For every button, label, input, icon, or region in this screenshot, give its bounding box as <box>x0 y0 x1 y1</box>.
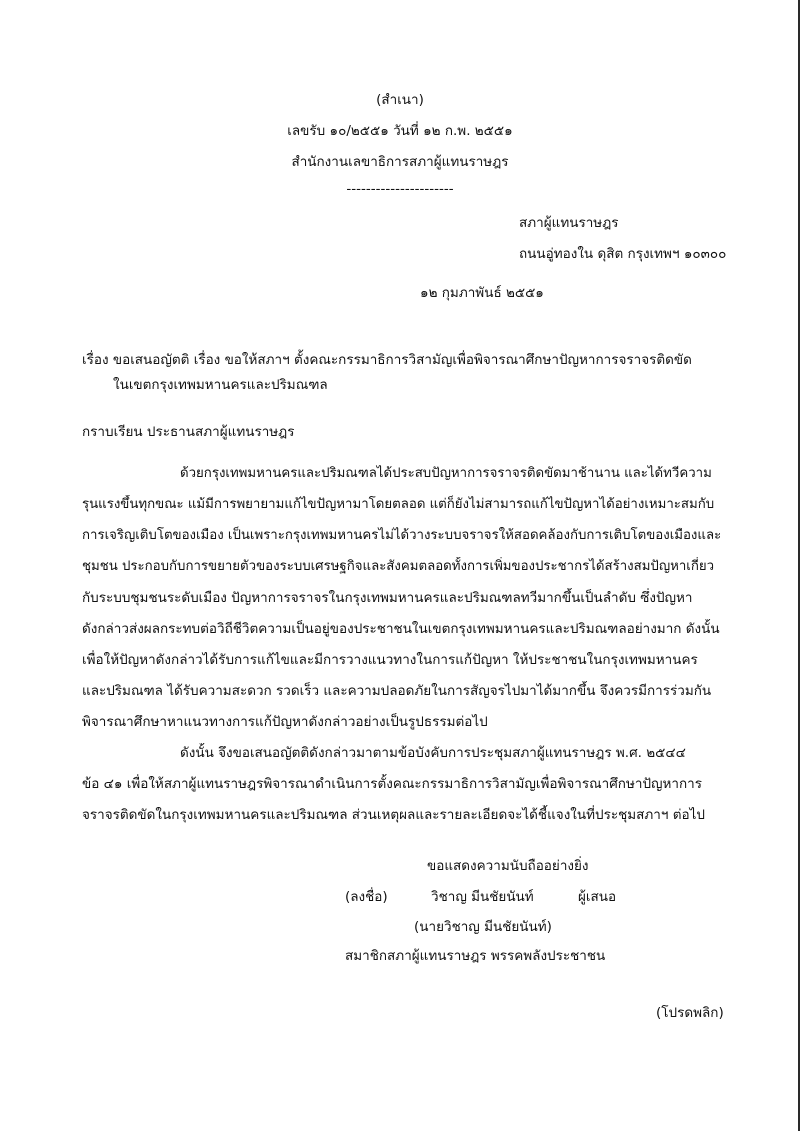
signed-label: (ลงชื่อ) <box>345 889 388 905</box>
paragraph-2-line: ดังนั้น จึงขอเสนอญัตติดังกล่าวมาตามข้อบังคับการประชุมสภาผู้แทนราษฎร พ.ศ. ๒๕๔๔ <box>180 745 686 761</box>
complimentary-close: ขอแสดงความนับถืออย่างยิ่ง <box>427 858 589 874</box>
sender-address-line2: ถนนอู่ทองใน ดุสิต กรุงเทพฯ ๑๐๓๐๐ <box>519 246 727 262</box>
paragraph-1-line: พิจารณาศึกษาหาแนวทางการแก้ปัญหาดังกล่าวอย่างเป็นรูปธรรมต่อไป <box>82 714 488 730</box>
sender-address-line1: สภาผู้แทนราษฎร <box>519 215 619 231</box>
letter-date: ๑๒ กุมภาพันธ์ ๒๕๕๑ <box>420 285 544 301</box>
turn-over-note: (โปรดพลิก) <box>656 1005 724 1021</box>
receiving-office: สำนักงานเลขาธิการสภาผู้แทนราษฎร <box>291 154 509 170</box>
receipt-number: เลขรับ ๑๐/๒๕๕๑ วันที่ ๑๒ ก.พ. ๒๕๕๑ <box>287 123 513 139</box>
paragraph-1-line: ดังกล่าวส่งผลกระทบต่อวิถีชีวิตความเป็นอยู่ของประชาชนในเขตกรุงเทพมหานครและปริมณฑลอย่างมาก ดังนั้น <box>82 621 720 637</box>
copy-mark: (สำเนา) <box>376 92 424 108</box>
signer-position: สมาชิกสภาผู้แทนราษฎร พรรคพลังประชาชน <box>345 948 606 964</box>
paragraph-1-line: เพื่อให้ปัญหาดังกล่าวได้รับการแก้ไขและมีการวางแนวทางในการแก้ปัญหา ให้ประชาชนในกรุงเทพมหานคร <box>82 652 698 668</box>
paragraph-2-line: จราจรติดขัดในกรุงเทพมหานครและปริมณฑล ส่วนเหตุผลและรายละเอียดจะได้ชี้แจงในที่ประชุมสภาฯ ต่อไป <box>82 807 705 823</box>
paragraph-1-line: ด้วยกรุงเทพมหานครและปริมณฑลได้ประสบปัญหาการจราจรติดขัดมาช้านาน และได้ทวีความ <box>180 466 712 481</box>
signature-name: วิชาญ มีนชัยนันท์ <box>431 889 534 905</box>
subject-line1: เรื่อง ขอเสนอญัตติ เรื่อง ขอให้สภาฯ ตั้งคณะกรรมาธิการวิสามัญเพื่อพิจารณาศึกษาปัญหาการจราจรติดขัด <box>82 352 692 368</box>
proposer-role: ผู้เสนอ <box>578 889 617 905</box>
subject-line2: ในเขตกรุงเทพมหานครและปริมณฑล <box>113 377 328 393</box>
salutation: กราบเรียน ประธานสภาผู้แทนราษฎร <box>82 424 295 440</box>
paragraph-1-line: การเจริญเติบโตของเมือง เป็นเพราะกรุงเทพมหานครไม่ได้วางระบบจราจรให้สอดคล้องกับการเติบโตของเมืองและ <box>82 528 722 543</box>
paragraph-1-line: กับระบบชุมชนระดับเมือง ปัญหาการจราจรในกรุงเทพมหานครและปริมณฑลทวีมากขึ้นเป็นลำดับ ซึ่งปัญหา <box>82 590 693 606</box>
paragraph-2-line: ข้อ ๔๑ เพื่อให้สภาผู้แทนราษฎรพิจารณาดำเนินการตั้งคณะกรรมาธิการวิสามัญเพื่อพิจารณาศึกษาปัญหาการ <box>82 776 703 792</box>
paragraph-1-line: ชุมชน ประกอบกับการขยายตัวของระบบเศรษฐกิจและสังคมตลอดทั้งการเพิ่มของประชากรได้สร้างสมปัญหาเกี่ยว <box>82 559 715 574</box>
paragraph-1-line: รุนแรงขึ้นทุกขณะ แม้มีการพยายามแก้ไขปัญหามาโดยตลอด แต่ก็ยังไม่สามารถแก้ไขปัญหาได้อย่างเหมาะสมกับ <box>82 497 715 512</box>
printed-name: (นายวิชาญ มีนชัยนันท์) <box>414 919 552 935</box>
paragraph-1-line: และปริมณฑล ได้รับความสะดวก รวดเร็ว และความปลอดภัยในการสัญจรไปมาได้มากขึ้น จึงควรมีการร่วมกัน <box>82 683 712 699</box>
header-divider: ---------------------- <box>346 181 454 197</box>
